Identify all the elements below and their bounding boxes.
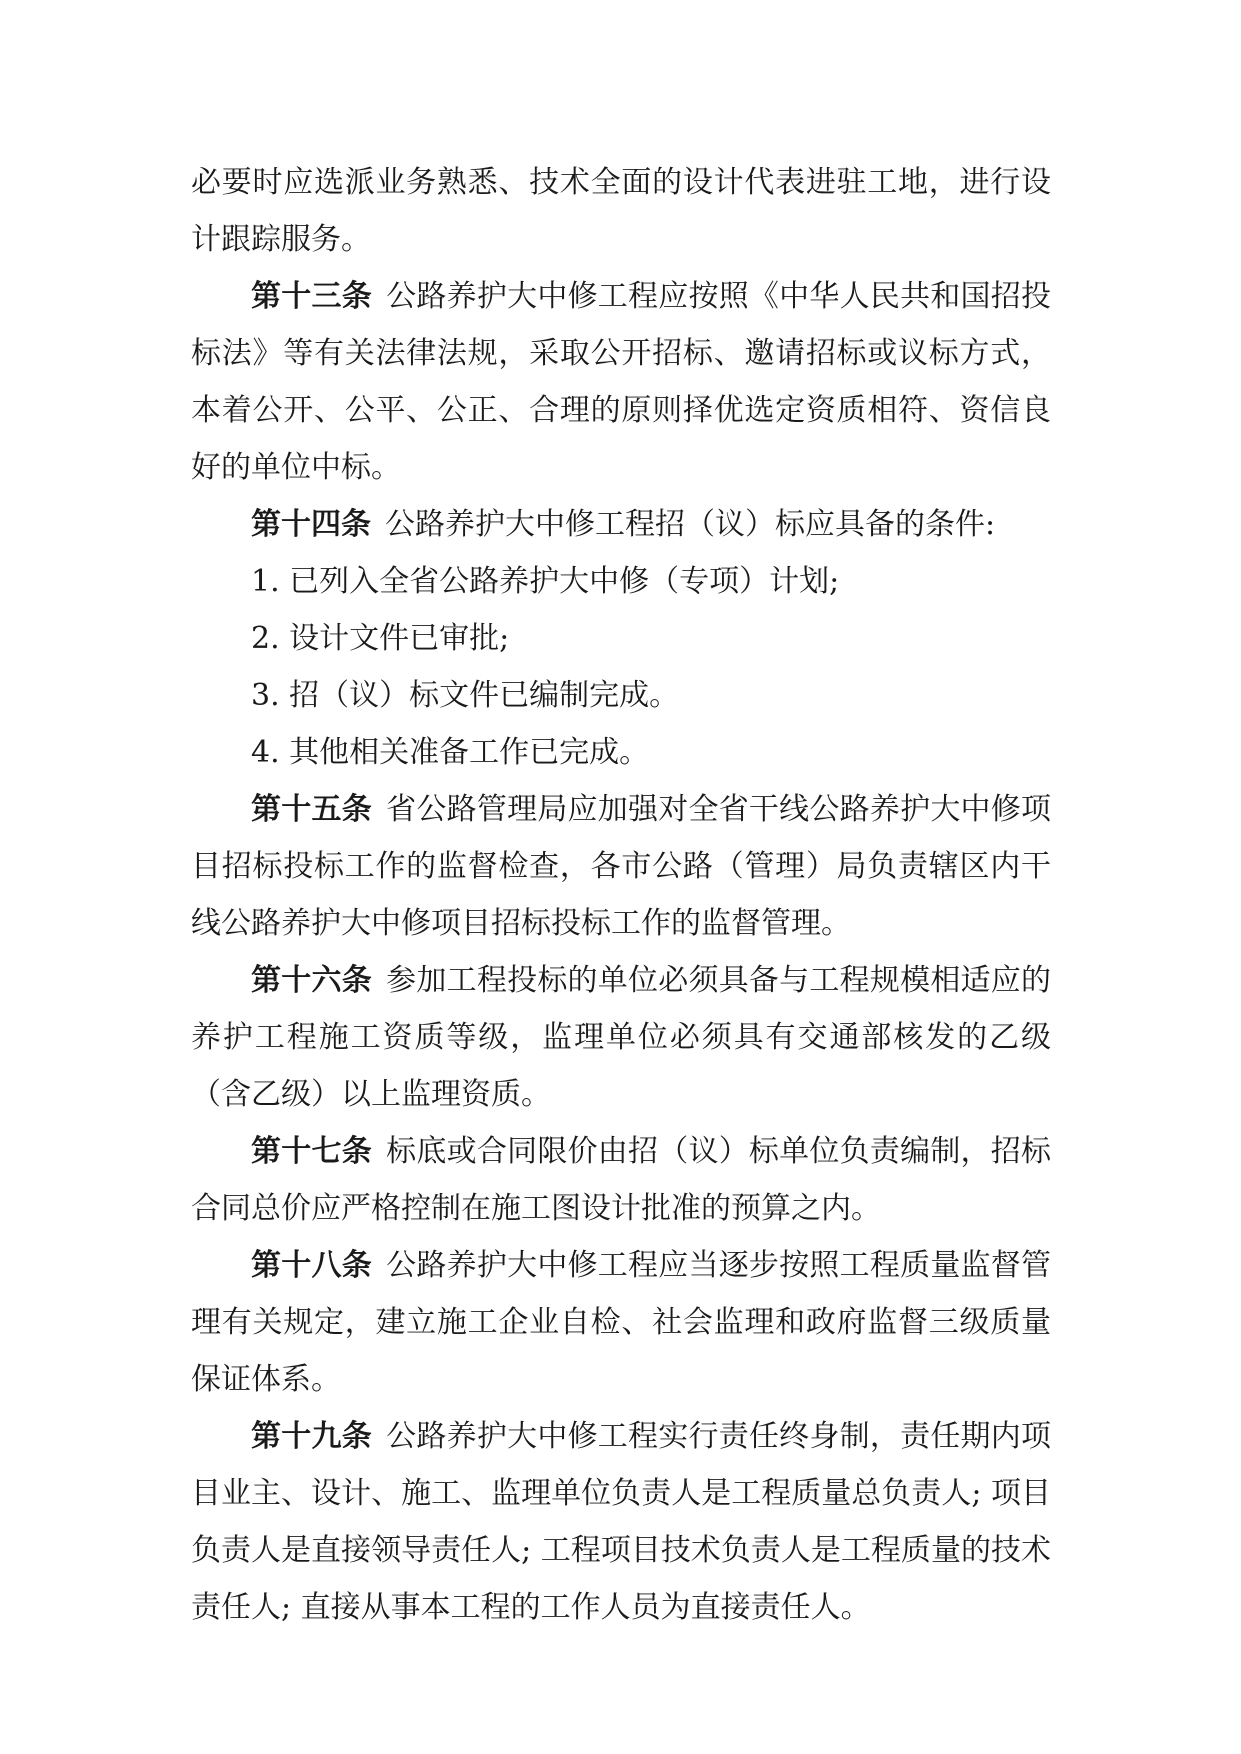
article-16 <box>191 952 1051 1123</box>
article-14-item-2: 2. 设计文件已审批; <box>251 621 510 656</box>
article-14 <box>191 496 1051 553</box>
article-15-text: 省公路管理局应加强对全省干线公路养护大中修项目招标投标工作的监督检查，各市公路（管理）局负责辖区内干线公路养护大中修项目招标投标工作的监督管理。 <box>191 792 1052 941</box>
article-19-text: 公路养护大中修工程实行责任终身制，责任期内项目业主、设计、施工、监理单位负责人是工程质量总负责人; 项目负责人是直接领导责任人; 工程项目技术负责人是工程质量的技术责任人; 直接从事本工程的工作人员为直接责任人。 <box>191 1419 1052 1625</box>
article-17-text: 标底或合同限价由招（议）标单位负责编制，招标合同总价应严格控制在施工图设计批准的预算之内。 <box>191 1134 1052 1226</box>
article-19-heading: 第十九条 <box>251 1419 372 1454</box>
article-18-heading: 第十八条 <box>251 1248 372 1283</box>
article-18 <box>191 1237 1051 1408</box>
article-14-text: 公路养护大中修工程招（议）标应具备的条件: <box>385 507 996 542</box>
article-14-item-3: 3. 招（议）标文件已编制完成。 <box>251 678 680 713</box>
article-13-text: 公路养护大中修工程应按照《中华人民共和国招投标法》等有关法律法规，采取公开招标、邀请招标或议标方式，本着公开、公平、公正、合理的原则择优选定资质相符、资信良好的单位中标。 <box>191 279 1052 485</box>
article-14-heading: 第十四条 <box>251 507 371 542</box>
article-13-heading: 第十三条 <box>251 279 372 314</box>
article-17-heading: 第十七条 <box>251 1134 372 1169</box>
article-16-text: 参加工程投标的单位必须具备与工程规模相适应的养护工程施工资质等级，监理单位必须具有交通部核发的乙级（含乙级）以上监理资质。 <box>191 963 1052 1112</box>
article-18-text: 公路养护大中修工程应当逐步按照工程质量监督管理有关规定，建立施工企业自检、社会监理和政府监督三级质量保证体系。 <box>191 1248 1052 1397</box>
intro-continuation: 必要时应选派业务熟悉、技术全面的设计代表进驻工地，进行设计跟踪服务。 <box>191 165 1051 257</box>
article-13 <box>191 268 1051 496</box>
article-14-item-4: 4. 其他相关准备工作已完成。 <box>251 735 650 770</box>
article-15 <box>191 781 1051 952</box>
article-19 <box>191 1408 1051 1636</box>
article-14-item-1: 1. 已列入全省公路养护大中修（专项）计划; <box>251 564 840 599</box>
article-15-heading: 第十五条 <box>251 792 372 827</box>
article-16-heading: 第十六条 <box>251 963 372 998</box>
document-body <box>191 154 1051 1636</box>
article-17 <box>191 1123 1051 1237</box>
